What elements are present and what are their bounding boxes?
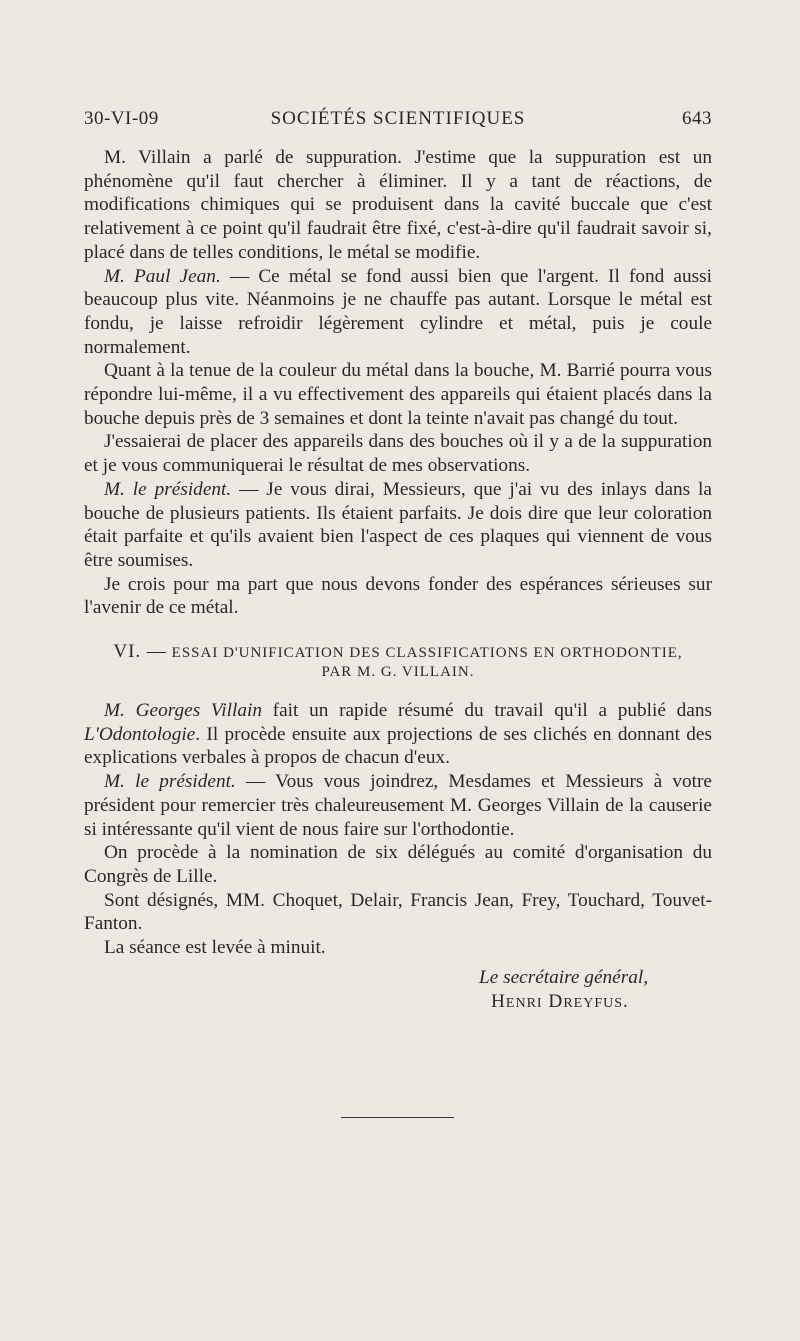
speaker-name: M. le président. <box>104 771 236 793</box>
speaker-name: M. Paul Jean. <box>104 265 221 287</box>
speech-text: — Je vous dirai, Messieurs, que j'ai vu des inlays dans la bouche de plusieurs patients. Ils étaient parfaits. Je dois dire que leur coloration était parfaite et qu'ils avaient bien l'aspect de ces plaques qui viennent de vous être soumises. <box>84 478 712 571</box>
signature-name: Henri Dreyfus. <box>491 990 629 1012</box>
paragraph: Je crois pour ma part que nous devons fonder des espérances sérieuses sur l'avenir de ce métal. <box>84 573 712 619</box>
paragraph: On procède à la nomination de six délégués au comité d'organisation du Congrès de Lille. <box>84 842 712 887</box>
speech-text: — Ce métal se fond aussi bien que l'argent. Il fond aussi beaucoup plus vite. Néanmoins je ne chauffe pas autant. Lorsque le métal est fondu, je laisse refroidir légèrement cylindre et métal, puis je coule normalement. <box>84 265 712 358</box>
paragraph: Sont désignés, MM. Choquet, Delair, Francis Jean, Frey, Touchard, Touvet-Fanton. <box>84 889 712 935</box>
paragraph: Quant à la tenue de la couleur du métal dans la bouche, M. Barrié pourra vous répondre lui-même, il a vu effectivement des appareils qui étaient placés dans la bouche depuis près de 3 semaines et dont la teinte n'avait pas changé du tout. <box>84 360 712 429</box>
paragraph <box>84 478 712 573</box>
running-header <box>84 108 712 138</box>
paragraph <box>84 699 712 770</box>
journal-title: L'Odontologie <box>84 723 196 745</box>
paragraph <box>84 770 712 841</box>
speech-text: — Vous vous joindrez, Mesdames et Messieurs à votre président pour remercier très chaleureusement M. Georges Villain de la causerie si intéressante qu'il vient de nous faire sur l'orthodontie. <box>84 771 712 840</box>
section-title-text: ESSAI D'UNIFICATION DES CLASSIFICATIONS EN ORTHODONTIE, <box>171 645 683 662</box>
paragraph <box>84 265 712 360</box>
speech-text: fait un rapide résumé du travail qu'il a publié dans <box>261 700 712 722</box>
end-rule <box>341 1117 454 1118</box>
paragraph: La séance est levée à minuit. <box>104 937 326 959</box>
section-heading <box>84 642 712 682</box>
section-number: VI. — <box>113 641 167 663</box>
paragraph: M. Villain a parlé de suppuration. J'estime que la suppuration est un phénomène qu'il faut chercher à éliminer. Il y a tant de réactions, de modifications chimiques qui se produisent dans la cavité buccale que c'est relativement à ce point qu'il faudrait être fixé, c'est-à-dire qu'il faudrait savoir si, placé dans de telles conditions, le métal se modifie. <box>84 147 712 263</box>
signature-block <box>479 966 712 1013</box>
signature-title: Le secrétaire général, <box>479 966 649 988</box>
page-body <box>84 146 712 1013</box>
speaker-name: M. Georges Villain <box>104 700 262 722</box>
speaker-name: M. le président. <box>104 478 232 500</box>
header-date: 30-VI-09 <box>84 108 159 129</box>
page-number: 643 <box>682 108 712 129</box>
section-byline: PAR M. G. VILLAIN. <box>321 664 475 681</box>
header-title: SOCIÉTÉS SCIENTIFIQUES <box>270 108 526 129</box>
speech-text: . Il procède ensuite aux projections de ses clichés en donnant des explications verbales à propos de chacun d'eux. <box>84 723 712 769</box>
paragraph: J'essaierai de placer des appareils dans des bouches où il y a de la suppuration et je vous communiquerai le résultat de mes observations. <box>84 431 712 477</box>
